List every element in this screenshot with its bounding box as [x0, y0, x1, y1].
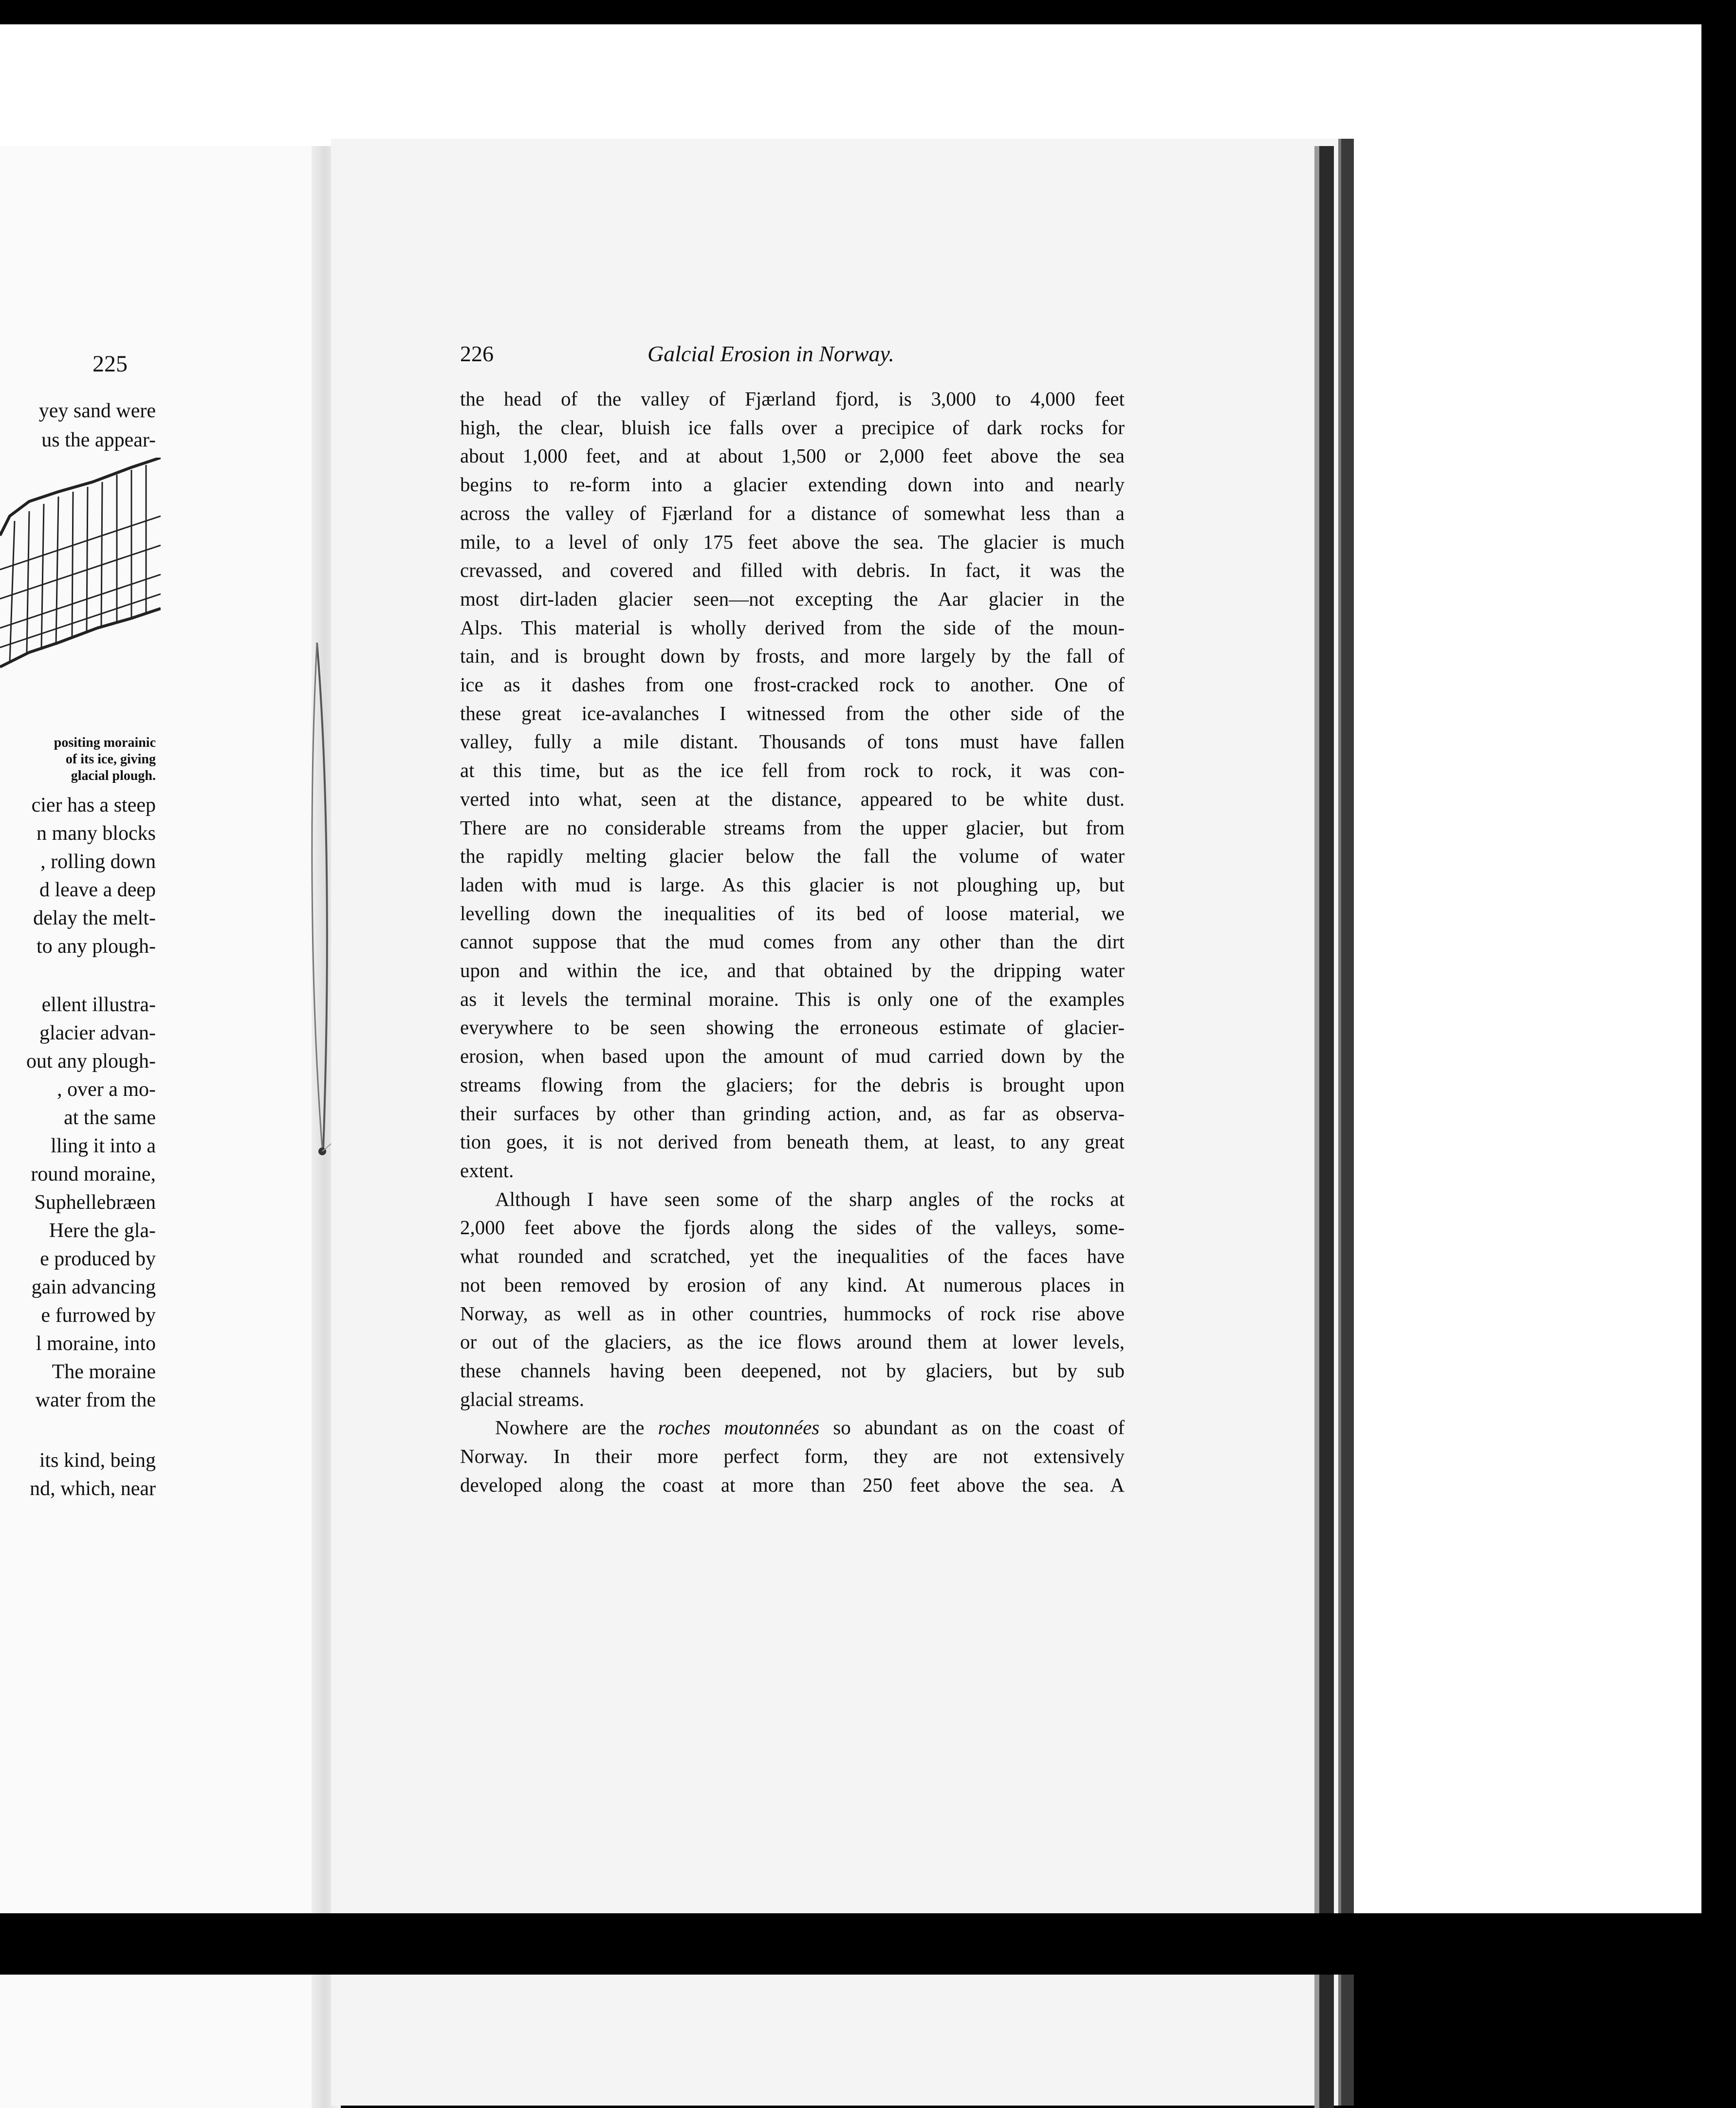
left-page-line: nd, which, near — [30, 1478, 156, 1500]
text-line — [460, 1413, 1125, 1442]
text-line: everywhere to be seen showing the erroneous estimate of glacier- — [460, 1016, 1125, 1039]
text-line: extent. — [460, 1159, 514, 1182]
scan-border-top — [0, 0, 1736, 24]
text-segment: Nowhere are the — [495, 1416, 658, 1439]
text-line: Although I have seen some of the sharp angles of the rocks at — [495, 1187, 1125, 1210]
text-line: as it levels the terminal moraine. This is only one of the examples — [460, 987, 1125, 1010]
text-line: There are no considerable streams from the upper glacier, but from — [460, 816, 1125, 839]
left-page-line: l moraine, into — [36, 1332, 156, 1355]
text-line: Norway. In their more perfect form, they are not extensively — [460, 1445, 1125, 1468]
text-line: valley, fully a mile distant. Thousands of tons must have fallen — [460, 730, 1125, 753]
text-line: erosion, when based upon the amount of mud carried down by the — [460, 1045, 1125, 1068]
text-line: crevassed, and covered and filled with debris. In fact, it was the — [460, 559, 1125, 582]
text-line: what rounded and scratched, yet the inequalities of the faces have — [460, 1245, 1125, 1268]
text-line: high, the clear, bluish ice falls over a precipice of dark rocks for — [460, 416, 1125, 439]
text-line: mile, to a level of only 175 feet above the sea. The glacier is much — [460, 530, 1125, 553]
text-line: these channels having been deepened, not by glaciers, but by sub — [460, 1359, 1125, 1382]
text-line: developed along the coast at more than 250 feet above the sea. A — [460, 1473, 1125, 1496]
left-page-line: its kind, being — [39, 1449, 156, 1472]
text-line: cannot suppose that the mud comes from any other than the dirt — [460, 930, 1125, 953]
text-line: ice as it dashes from one frost-cracked rock to another. One of — [460, 673, 1125, 696]
text-line: streams flowing from the glaciers; for the debris is brought upon — [460, 1073, 1125, 1096]
page-edge-shade — [1314, 146, 1319, 2108]
left-page-line: gain advancing — [31, 1276, 156, 1298]
text-line: glacial streams. — [460, 1387, 585, 1410]
left-page-line: Suphellebræen — [34, 1191, 156, 1214]
scan-border-bottom — [0, 1913, 1736, 1975]
text-segment: so abundant as on the coast of — [819, 1416, 1125, 1439]
text-line: 2,000 feet above the fjords along the sides of the valleys, some- — [460, 1216, 1125, 1239]
text-line: the rapidly melting glacier below the fall the volume of water — [460, 845, 1125, 868]
text-line: about 1,000 feet, and at about 1,500 or 2,000 feet above the sea — [460, 444, 1125, 467]
scan-border-right — [1701, 0, 1736, 1975]
text-line: upon and within the ice, and that obtained by the dripping water — [460, 959, 1125, 982]
page-number: 226 — [460, 341, 494, 366]
text-line: tion goes, it is not derived from beneath them, at least, to any great — [460, 1130, 1125, 1153]
left-page-line: The moraine — [52, 1361, 156, 1383]
left-page-line: water from the — [35, 1389, 156, 1411]
text-line: begins to re-form into a glacier extending down into and nearly — [460, 473, 1125, 496]
left-page-line: n many blocks — [37, 822, 156, 845]
left-caption-line: of its ice, giving — [65, 752, 156, 767]
page-edge — [1319, 146, 1334, 2108]
left-page-line: glacier advan- — [39, 1022, 156, 1044]
left-caption-line: glacial plough. — [71, 768, 156, 783]
text-line: tain, and is brought down by frosts, and more largely by the fall of — [460, 645, 1125, 667]
text-line: their surfaces by other than grinding action, and, as far as observa- — [460, 1102, 1125, 1125]
left-page-line: lling it into a — [51, 1135, 156, 1157]
text-line: not been removed by erosion of any kind. At numerous places in — [460, 1273, 1125, 1296]
text-line: verted into what, seen at the distance, appeared to be white dust. — [460, 787, 1125, 810]
text-line: levelling down the inequalities of its bed of loose material, we — [460, 902, 1125, 925]
running-title: Galcial Erosion in Norway. — [647, 341, 894, 366]
text-line: Norway, as well as in other countries, hummocks of rock rise above — [460, 1302, 1125, 1325]
left-page-line: round moraine, — [31, 1163, 156, 1185]
text-line: these great ice-avalanches I witnessed from the other side of the — [460, 702, 1125, 724]
text-line: laden with mud is large. As this glacier is not ploughing up, but — [460, 873, 1125, 896]
glacier-sketch-illustration — [0, 458, 161, 682]
text-line: Alps. This material is wholly derived from the side of the moun- — [460, 616, 1125, 639]
italic-term: roches moutonnées — [658, 1416, 820, 1439]
left-page-line: , rolling down — [40, 851, 156, 873]
left-page-line: to any plough- — [37, 935, 156, 958]
left-page-line: e furrowed by — [41, 1304, 156, 1327]
left-page-line: Here the gla- — [49, 1220, 156, 1242]
text-line: or out of the glaciers, as the ice flows around them at lower levels, — [460, 1331, 1125, 1353]
text-line: the head of the valley of Fjærland fjord, is 3,000 to 4,000 feet — [460, 388, 1125, 410]
left-page-line: at the same — [64, 1107, 156, 1129]
left-page-line: , over a mo- — [57, 1078, 156, 1101]
left-page — [0, 146, 321, 2108]
left-page-line: out any plough- — [26, 1050, 156, 1072]
text-line: most dirt-laden glacier seen—not excepting the Aar glacier in the — [460, 587, 1125, 610]
left-page-line: d leave a deep — [39, 879, 156, 901]
left-page-line: e produced by — [40, 1248, 156, 1270]
left-page-line: yey sand were — [38, 400, 156, 422]
left-page-line: cier has a steep — [31, 794, 156, 816]
left-page-line: us the appear- — [41, 429, 156, 451]
left-caption-line: positing morainic — [54, 735, 156, 750]
left-page-line: delay the melt- — [33, 907, 156, 929]
left-page-line: ellent illustra- — [41, 994, 156, 1016]
left-page-number: 225 — [92, 351, 128, 377]
body-text — [460, 385, 1125, 1499]
text-line: at this time, but as the ice fell from rock to rock, it was con- — [460, 759, 1125, 782]
text-line: across the valley of Fjærland for a distance of somewhat less than a — [460, 501, 1125, 524]
